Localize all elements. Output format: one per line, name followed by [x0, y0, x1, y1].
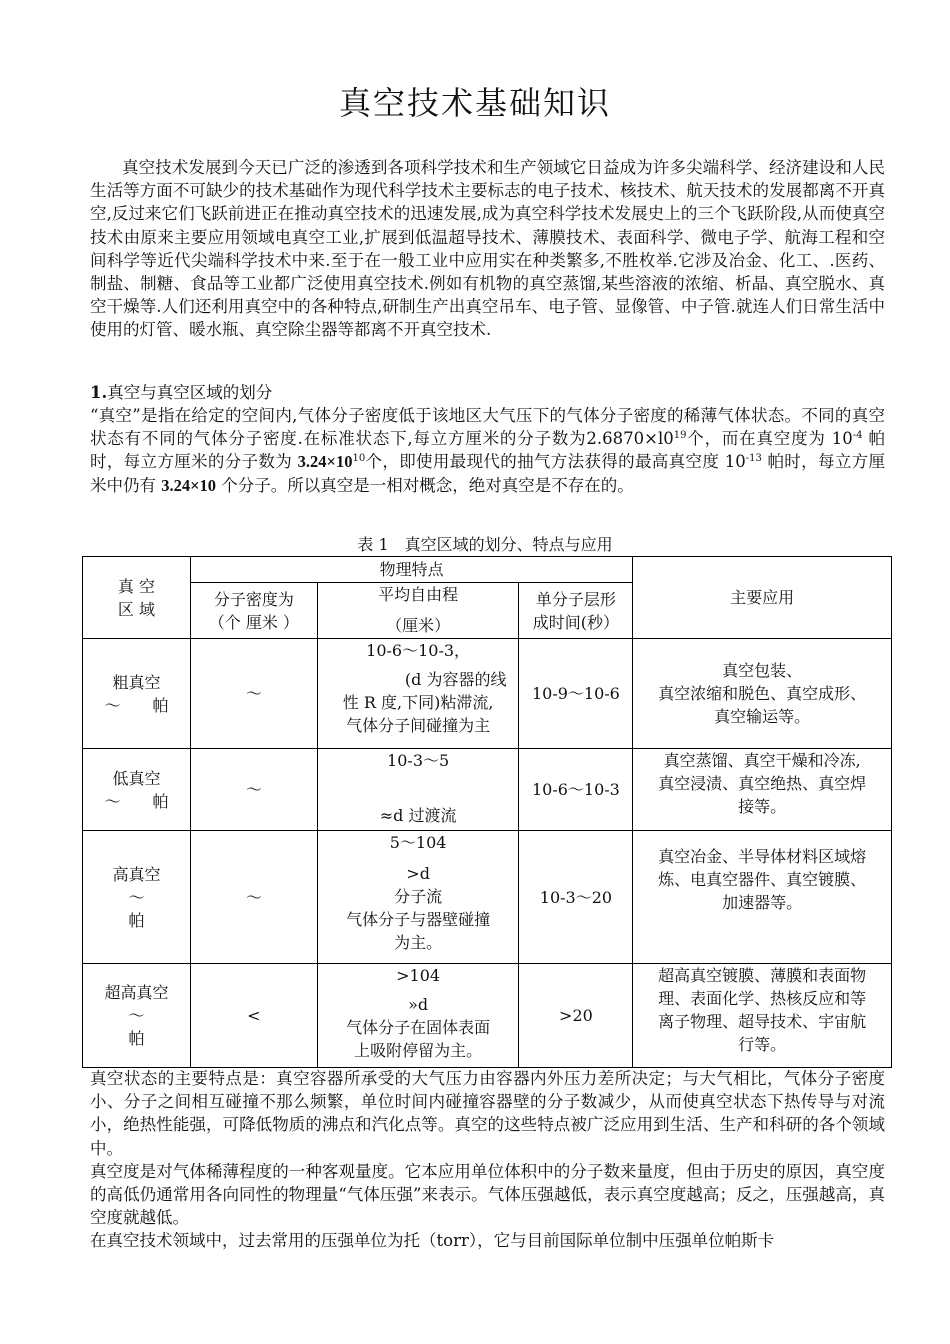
cell-line: 为主。 [394, 933, 443, 952]
superscript: 10 [352, 453, 366, 465]
definition-paragraph [90, 404, 885, 497]
header-mean-free-path [317, 583, 519, 639]
paragraph: 在真空技术领域中，过去常用的压强单位为托（torr），它与目前国际单位制中压强单位帕斯卡 [90, 1231, 775, 1251]
mfp-cell [317, 964, 519, 1068]
cell-line: 低真空 [112, 768, 161, 788]
cell-line: >104 [396, 966, 441, 985]
table-header-row [83, 557, 892, 583]
cell-line: 5～104 [389, 833, 447, 852]
monolayer-cell: 10-6～10-3 [519, 749, 633, 831]
density-cell: ～ [190, 639, 317, 749]
cell-line: 帕 [128, 910, 145, 930]
header-application: 主要应用 [633, 557, 892, 639]
header-region [83, 557, 191, 639]
superscript: -13 [745, 453, 762, 465]
cell-line: 真空输运等。 [714, 707, 811, 726]
intro-paragraph: 真空技术发展到今天已广泛的渗透到各项科学技术和生产领域它日益成为许多尖端科学、经济建设和人民生活等方面不可缺少的技术基础作为现代科学技术主要标志的电子技术、核技术、航天技术的发展都离不开真空,反过来它们飞跃前进正在推动真空技术的迅速发展,成为真空科学技术发展史上的三个飞跃阶段,从而使真空技术由原来主要应用领域电真空工业,扩展到低温超导技术、薄膜技术、表面科学、微电子学、航海工程和空间科学等近代尖端科学技术中来.至于在一般工业中应用实在种类繁多,不胜枚举.它涉及冶金、化工、.医药、制盐、制糖、食品等工业都广泛使用真空技术.例如有机物的真空蒸馏,某些溶液的浓缩、析晶、真空脱水、真空干燥等.人们还利用真空中的各种特点,研制生产出真空吊车、电子管、显像管、中子管.就连人们日常生活中使用的灯管、暖水瓶、真空除尘器等都离不开真空技术. [90, 158, 885, 340]
superscript: 19 [673, 430, 687, 442]
cell-line: 10-3～5 [387, 751, 450, 770]
header-density [190, 583, 317, 639]
cell-line: 真空浓缩和脱色、真空成形、 [658, 684, 867, 703]
cell-line: 10-6～10-3， [366, 641, 471, 660]
text-span: 个，而在真空度为 10 [686, 429, 853, 449]
section-title: 真空与真空区域的划分 [107, 383, 273, 402]
table-row [83, 831, 892, 964]
cell-line: »d [408, 995, 429, 1014]
text-span: 帕时，每立方厘米的分子数为 [90, 429, 885, 472]
monolayer-cell: 10-9～10-6 [519, 639, 633, 749]
header-line: 平均自由程 [378, 585, 459, 604]
cell-line: 超高真空镀膜、薄膜和表面物 [658, 966, 867, 985]
paragraph: 真空状态的主要特点是：真空容器所承受的大气压力由容器内外压力差所决定；与大气相比，气体分子密度小、分子之间相互碰撞不那么频繁，单位时间内碰撞容器壁的分子数减少，从而使真空状态下热传导与对流小，绝热性能强，可降低物质的沸点和汽化点等。真空的这些特点被广泛应用到生活、生产和科研的各个领域中。 [90, 1069, 885, 1158]
header-line: 真 空 [117, 576, 155, 596]
header-physical: 物理特点 [190, 557, 632, 583]
cell-line: 帕 [128, 1029, 145, 1048]
cell-line: ～ [128, 1006, 145, 1025]
table-row [83, 964, 892, 1068]
cell-line: 气体分子间碰撞为主 [346, 716, 491, 735]
cell-line: >d [406, 864, 430, 883]
application-cell [633, 964, 892, 1068]
cell-line: 加速器等。 [722, 893, 803, 912]
section-heading [90, 381, 885, 404]
monolayer-cell: >20 [519, 964, 633, 1068]
cell-line: ≈d 过渡流 [379, 806, 457, 825]
mfp-cell [317, 639, 519, 749]
paragraph: 真空度是对气体稀薄程度的一种客观量度。它本应用单位体积中的分子数来量度，但由于历史的原因，真空度的高低仍通常用各向同性的物理量“气体压强”来表示。气体压强越低，表示真空度越高；反之，压强越高，真空度就越低。 [90, 1161, 885, 1228]
cell-line: 真空冶金、半导体材料区域熔 [658, 847, 867, 866]
density-cell: < [190, 964, 317, 1068]
table-caption: 表 1 真空区域的划分、特点与应用 [357, 535, 613, 554]
mfp-cell [317, 831, 519, 964]
density-cell: ～ [190, 831, 317, 964]
text-span: 个分子。所以真空是一相对概念，绝对真空是不存在的。 [216, 475, 634, 495]
density-cell: ～ [190, 749, 317, 831]
cell-line: ～ 帕 [104, 695, 169, 715]
cell-line: 真空蒸馏、真空干燥和冷冻, [663, 751, 861, 770]
cell-line: 气体分子与器壁碰撞 [346, 910, 491, 929]
header-monolayer-time [519, 583, 633, 639]
cell-line: 高真空 [112, 864, 161, 884]
section-number: 1. [90, 383, 108, 402]
application-cell [633, 831, 892, 964]
cell-line: 接等。 [738, 797, 787, 816]
region-cell [83, 964, 191, 1068]
text-span: 个，即使用最现代的抽气方法获得的最高真空度 10 [365, 452, 746, 472]
table-row [83, 749, 892, 831]
vacuum-region-table [82, 556, 892, 1068]
cell-line: 行等。 [738, 1035, 787, 1054]
monolayer-cell: 10-3～20 [519, 831, 633, 964]
region-cell [83, 639, 191, 749]
application-cell [633, 639, 892, 749]
cell-line: 上吸附停留为主。 [354, 1041, 483, 1060]
header-line: 区 域 [117, 599, 155, 619]
cell-line: 超高真空 [104, 983, 169, 1002]
region-cell [83, 831, 191, 964]
cell-line: 粗真空 [112, 672, 161, 692]
cell-line: ～ [128, 887, 145, 907]
region-cell [83, 749, 191, 831]
after-table-text [90, 1067, 885, 1253]
bold-number: 3.24×10 [297, 452, 353, 472]
text-span: “真空”是指在给定的空间内,气体分子密度低于该地区大气压下的气体分子密度的稀薄气体状态。不同的真空状态有不同的气体分子密度.在标准状态下,每立方厘米的分子数为2.6870×l0 [90, 406, 885, 449]
cell-line: 炼、电真空器件、真空镀膜、 [658, 870, 867, 889]
table-row [83, 639, 892, 749]
cell-line: 性 R 度,下同)粘滞流, [342, 693, 494, 712]
mfp-cell [317, 749, 519, 831]
cell-line: 理、表面化学、热核反应和等 [658, 989, 867, 1008]
cell-line: 真空浸渍、真空绝热、真空焊 [658, 774, 867, 793]
cell-line: 离子物理、超导技术、宇宙航 [658, 1012, 867, 1031]
cell-line: 真空包装、 [722, 661, 803, 680]
cell-line: 气体分子在固体表面 [346, 1018, 491, 1037]
bold-number: 3.24×10 [161, 475, 217, 495]
text-span: 帕时，每立方厘米中仍有 [90, 452, 886, 495]
header-line: （厘米） [386, 616, 451, 635]
cell-line: (d 为容器的线 [404, 670, 507, 689]
application-cell [633, 749, 892, 831]
header-line: （个 厘米 ） [208, 612, 299, 632]
header-line: 分子密度为 [213, 589, 294, 609]
header-line: 单分子层形 [535, 589, 616, 609]
superscript: -4 [852, 430, 863, 442]
page-title: 真空技术基础知识 [338, 84, 611, 122]
header-line: 成时间(秒） [532, 612, 620, 632]
cell-line: 分子流 [394, 887, 443, 906]
cell-line: ～ 帕 [104, 791, 169, 811]
